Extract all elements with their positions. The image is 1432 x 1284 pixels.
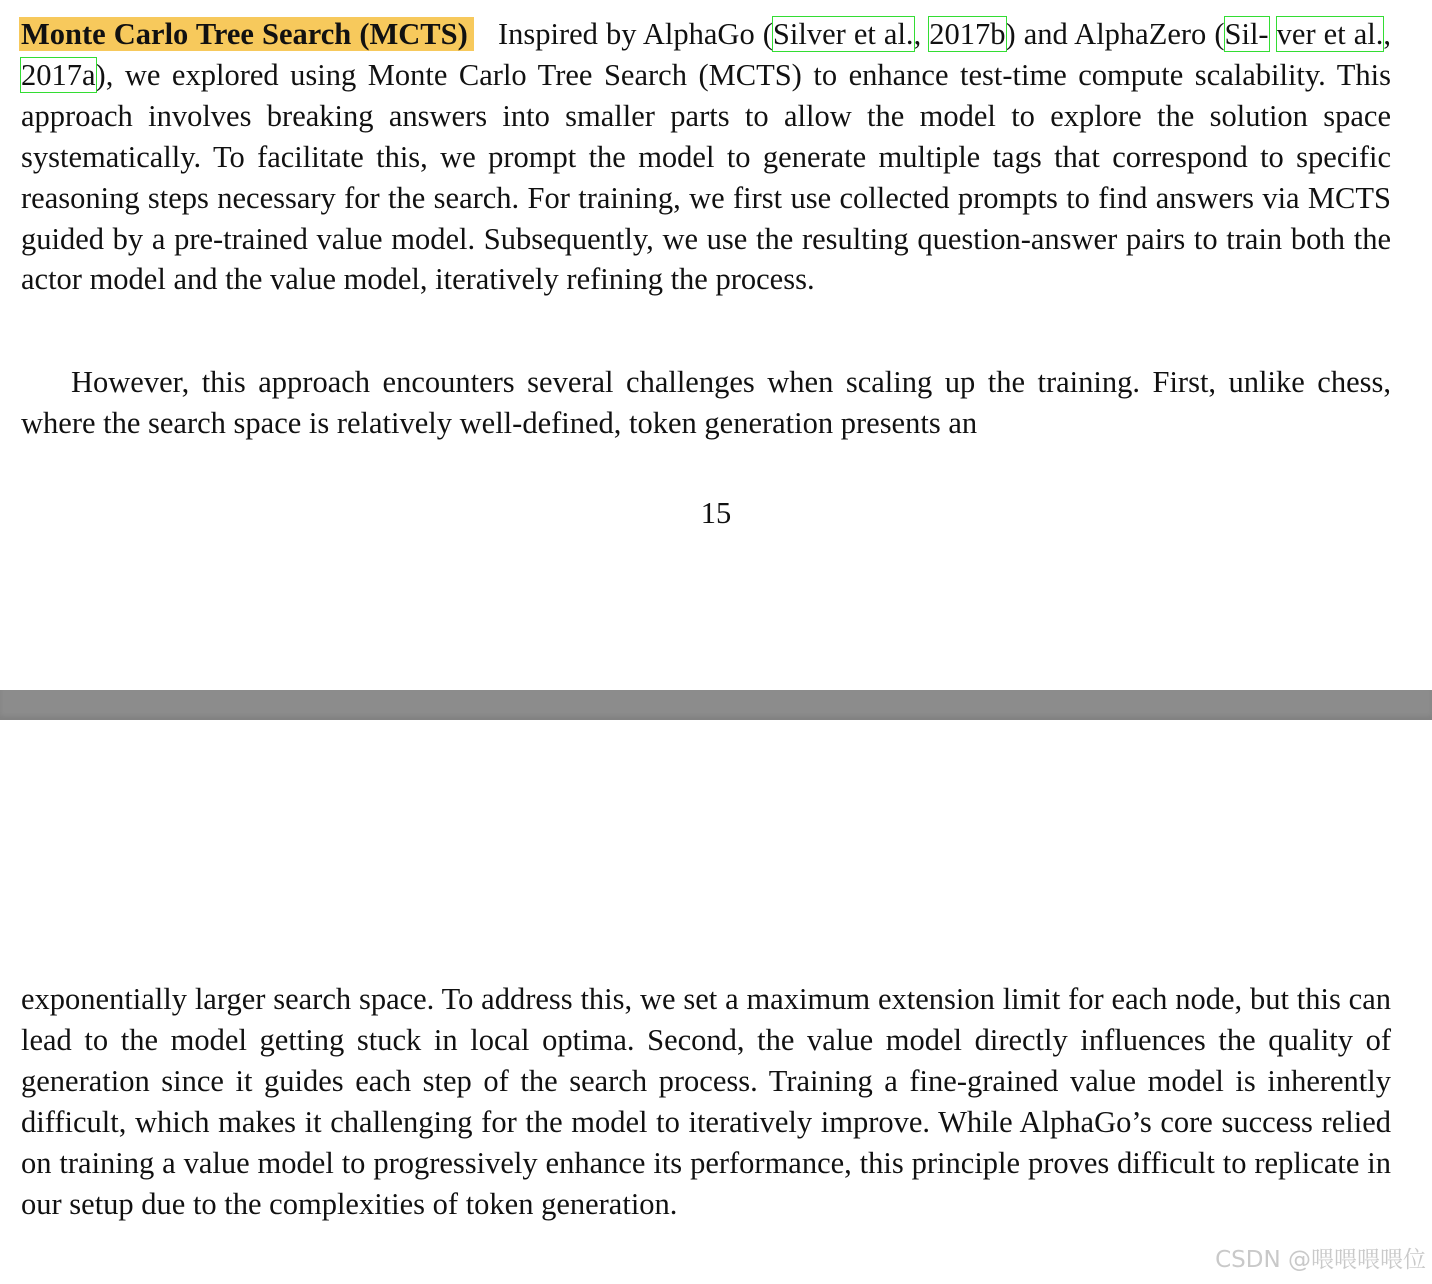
citation-separator: , [913,17,930,51]
citation-link-2017b[interactable]: 2017b [929,17,1006,51]
section-heading-mcts: Monte Carlo Tree Search (MCTS) [19,17,474,51]
paragraph-text: Inspired by AlphaGo ( [497,17,773,51]
citation-link-silver-author[interactable]: Silver et al. [772,17,914,51]
paragraph-continuation: exponentially larger search space. To address this, we set a maximum extension limit for each node, but this can lead to the model getting stuck in local optima. Second, the value model directly influences the quality of generation since it guides each step of the search process. Training a fine-grained value model is inherently difficult, which makes it challenging for the model to iteratively improve. While AlphaGo’s core success relied on training a value model to progressively enhance its performance, this principle proves difficult to replicate in our setup due to the complexities of token generation. [21,982,1391,1221]
page-separator [0,690,1432,720]
watermark: CSDN @喂喂喂喂位 [1215,1247,1426,1273]
page-number: 15 [700,496,732,530]
citation-link-2017a[interactable]: 2017a [21,57,96,92]
paragraph-text: ) and AlphaZero ( [1005,17,1225,51]
citation-separator: , [1383,17,1392,51]
paragraph-challenges: However, this approach encounters several challenges when scaling up the training. First, unlike chess, where the search space is relatively well-defined, token generation presents an [21,365,1391,440]
paragraph-mcts [21,14,1391,300]
paragraph-text: ), we explored using Monte Carlo Tree Search (MCTS) to enhance test-time compute scalability. This approach involves breaking answers into smaller parts to allow the model to explore the solution space systematically. To facilitate this, we prompt the model to generate multiple tags that correspond to specific reasoning steps necessary for the search. For training, we first use collected prompts to find answers via MCTS guided by a pre-trained value model. Subsequently, we use the resulting question-answer pairs to train both the actor model and the value model, iteratively refining the process. [21,57,1391,297]
citation-link-silver-author-cont[interactable]: ver et al. [1276,17,1384,51]
citation-link-silver-author-hyphen[interactable]: Sil- [1224,17,1269,51]
